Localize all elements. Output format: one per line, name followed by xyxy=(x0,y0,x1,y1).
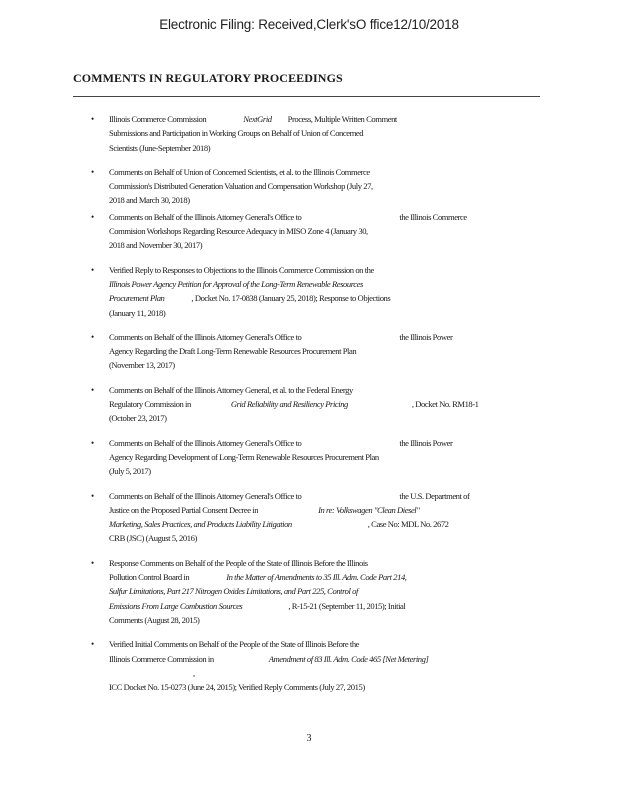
comments-list xyxy=(0,112,618,704)
list-item: • Comments on Behalf of the Illinois Attorney General's Office to the Illinois Power Agency Regarding Development of Long-Term Renewable Resources Procurement Plan (July 5, 2017) xyxy=(0,436,509,479)
title-underline-rule xyxy=(73,96,540,97)
list-item: • Verified Initial Comments on Behalf of the People of the State of Illinois Before the Illinois Commerce Commission in Amendment of 83 Ill. Adm. Code 465 [Net Metering], ICC Docket No. 15-0273 (June 24, 2015); Verified Reply Comments (July 27, 2015) xyxy=(0,637,509,694)
list-item: • Illinois Commerce Commission NextGrid Process, Multiple Written Comment Submissions and Participation in Working Groups on Behalf of Union of Concerned Scientists (June-September 2018) xyxy=(0,112,509,155)
page-number: 3 xyxy=(306,733,312,744)
list-item: • Comments on Behalf of the Illinois Attorney General's Office to the U.S. Department of Justice on the Proposed Partial Consent Decree in In re: Volkswagen "Clean Diesel" Marketing, Sales Practices, and Products Liability Litigation , Case No: MDL No. 2672 CRB (JSC) (August 5, 2016) xyxy=(0,489,509,546)
section-title: COMMENTS IN REGULATORY PROCEEDINGS xyxy=(73,71,343,85)
list-item: • Comments on Behalf of the Illinois Attorney General's Office to the Illinois Commerce Commision Workshops Regarding Resource Adequacy in MISO Zone 4 (January 30, 2018 and November 30, 2017) xyxy=(0,210,509,253)
list-item: • Comments on Behalf of the Illinois Attorney General, et al. to the Federal Energy Regulatory Commission in Grid Reliability and Resiliency Pricing , Docket No. RM18-1 (October 23, 2017) xyxy=(0,383,509,426)
list-item: • Verified Reply to Responses to Objections to the Illinois Commerce Commission on the Illinois Power Agency Petition for Approval of the Long-Term Renewable Resources Procurement Plan , Docket No. 17-0838 (January 25, 2018); Response to Objections (January 11, 2018) xyxy=(0,263,509,320)
electronic-filing-stamp: Electronic Filing: Received,Clerk'sO ffice12/10/2018 xyxy=(159,17,459,32)
list-item: • Comments on Behalf of the Illinois Attorney General's Office to the Illinois Power Agency Regarding the Draft Long-Term Renewable Resources Procurement Plan (November 13, 2017) xyxy=(0,330,509,373)
list-item: • Comments on Behalf of Union of Concerned Scientists, et al. to the Illinois Commerce Commission's Distributed Generation Valuation and Compensation Workshop (July 27, 2018 and March 30, 2018) xyxy=(0,165,509,208)
list-item: • Response Comments on Behalf of the People of the State of Illinois Before the Illinois Pollution Control Board in In the Matter of Amendments to 35 Ill. Adm. Code Part 214, Sulfur Limitations, Part 217 Nitrogen Oxides Limitations, and Part 225, Control of Emissions From Large Combustion Sources , R-15-21 (September 11, 2015); Initial Comments (August 28, 2015) xyxy=(0,556,509,627)
